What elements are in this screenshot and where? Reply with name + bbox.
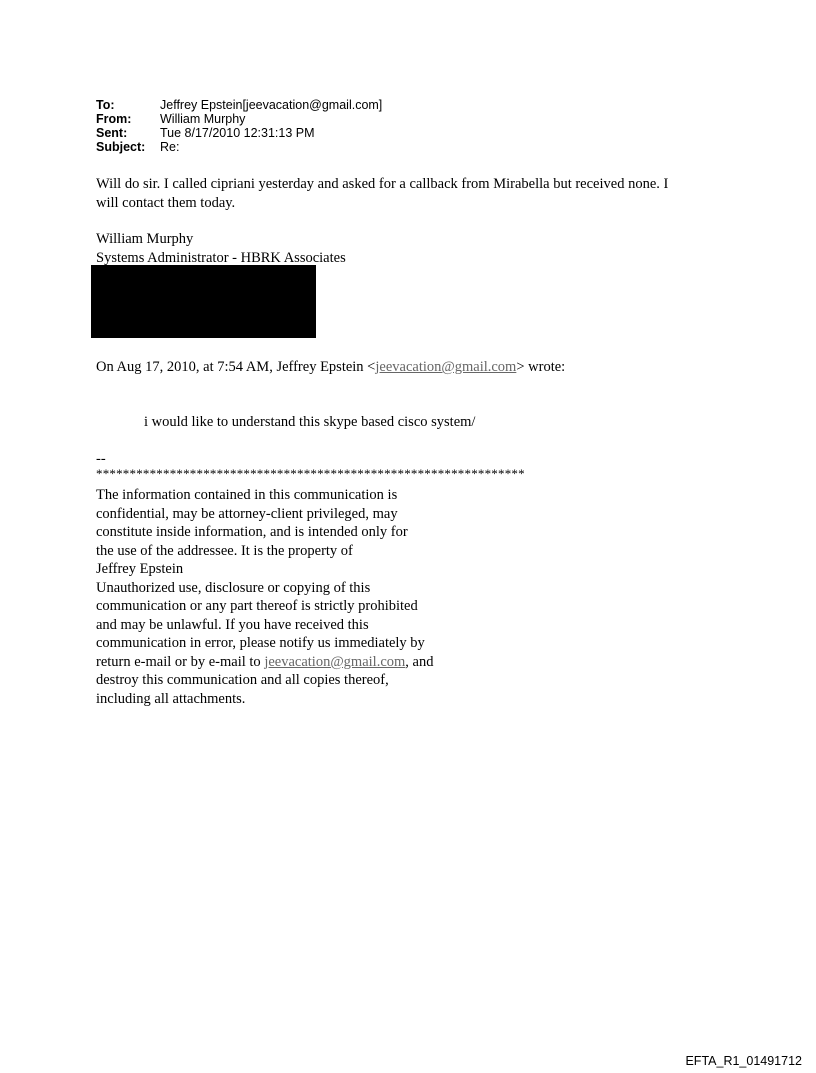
subject-row [96, 140, 382, 154]
body-line: will contact them today. [96, 194, 236, 211]
confidentiality-disclaimer [96, 486, 433, 708]
sent-label: Sent: [96, 126, 128, 140]
subject-label: Subject: [96, 140, 146, 154]
body-line: Will do sir. I called cipriani yesterday and asked for a callback from Mirabella but received none. I [96, 176, 669, 192]
from-label: From: [96, 112, 132, 126]
disclaimer-line: Unauthorized use, disclosure or copying of this [96, 579, 371, 596]
disclaimer-line: The information contained in this communication is [96, 487, 398, 503]
disclaimer-text: return e-mail or by e-mail to [96, 653, 265, 670]
disclaimer-line: destroy this communication and all copies thereof, [96, 672, 389, 688]
disclaimer-line: confidential, may be attorney-client privileged, may [96, 505, 398, 522]
from-row [96, 112, 382, 126]
asterisk-divider: **************************************************************** [96, 466, 525, 481]
disclaimer-line: including all attachments. [96, 690, 246, 707]
disclaimer-line: Jeffrey Epstein [96, 561, 184, 577]
document-id: EFTA_R1_01491712 [685, 1054, 802, 1068]
quote-email-link[interactable]: jeevacation@gmail.com [375, 359, 517, 375]
disclaimer-line: the use of the addressee. It is the property of [96, 542, 353, 559]
sent-value: Tue 8/17/2010 12:31:13 PM [160, 126, 315, 140]
from-value: William Murphy [160, 112, 246, 126]
to-value: Jeffrey Epstein[jeevacation@gmail.com] [160, 98, 383, 112]
email-header [96, 98, 382, 154]
subject-value: Re: [160, 140, 180, 154]
quote-intro-text: On Aug 17, 2010, at 7:54 AM, Jeffrey Epstein < [96, 359, 376, 375]
signature-title: Systems Administrator - HBRK Associates [96, 249, 346, 266]
disclaimer-line: constitute inside information, and is intended only for [96, 524, 408, 540]
quote-intro-suffix: > wrote: [516, 359, 566, 375]
sent-row [96, 126, 382, 140]
message-body [96, 175, 668, 212]
quote-attribution [96, 358, 565, 377]
to-label: To: [96, 98, 115, 112]
quoted-message: i would like to understand this skype based cisco system/ [144, 414, 476, 430]
signature-name: William Murphy [96, 231, 194, 247]
disclaimer-text: , and [405, 653, 434, 670]
disclaimer-line: communication in error, please notify us immediately by [96, 635, 425, 651]
sender-signature [96, 230, 346, 267]
disclaimer-email-link[interactable]: jeevacation@gmail.com [264, 653, 406, 670]
redaction-block [91, 265, 316, 338]
disclaimer-line: and may be unlawful. If you have received this [96, 616, 369, 633]
to-row [96, 98, 382, 112]
disclaimer-line [96, 653, 433, 672]
signature-separator: -- [96, 451, 106, 467]
disclaimer-line: communication or any part thereof is strictly prohibited [96, 598, 418, 614]
